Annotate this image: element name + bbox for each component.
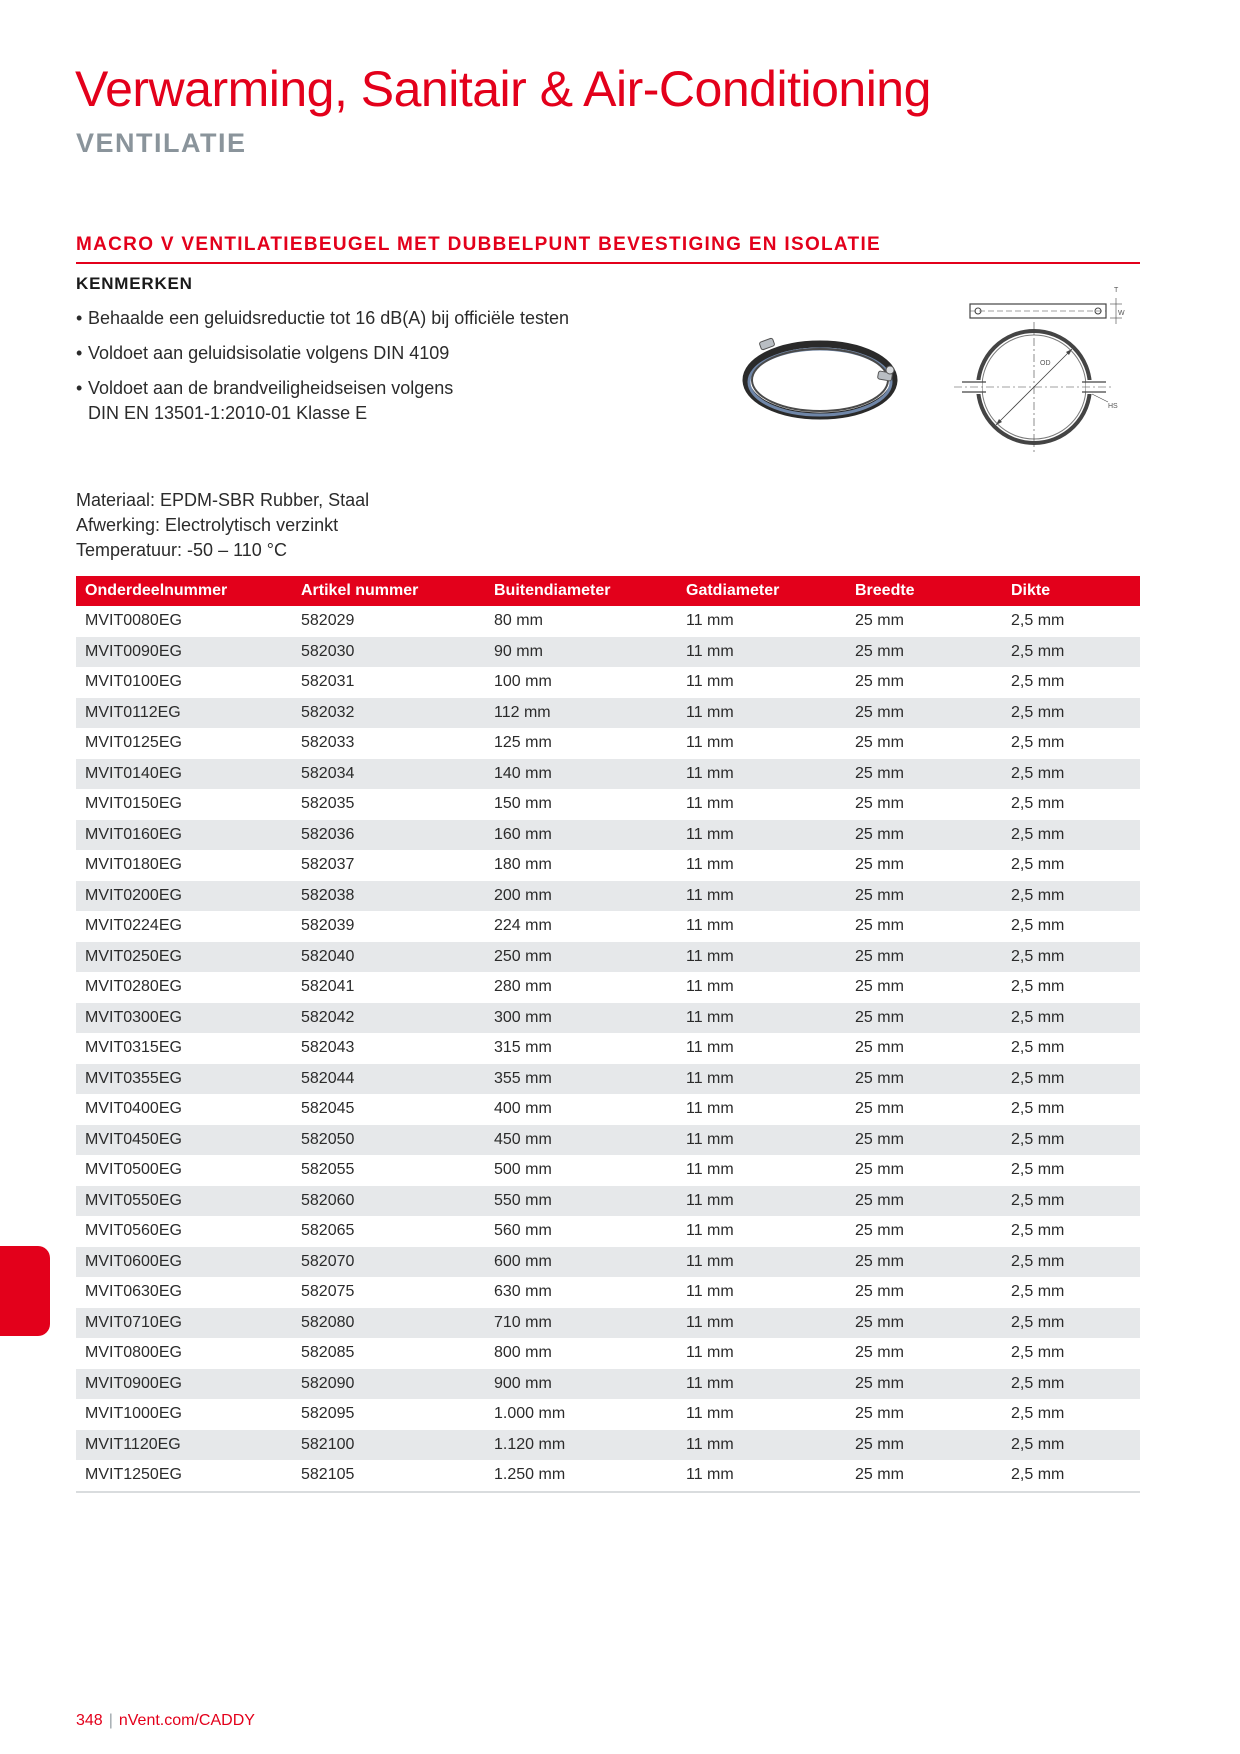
cell-thickness: 2,5 mm [1011, 734, 1065, 752]
table-row [76, 1460, 1140, 1492]
cell-article-number: 582029 [301, 612, 355, 630]
cell-hole-diameter: 11 mm [686, 795, 734, 813]
cell-outer-diameter: 80 mm [494, 612, 543, 630]
table-row [76, 1125, 1140, 1156]
cell-width: 25 mm [846, 698, 1002, 729]
cell-width: 25 mm [846, 1369, 1002, 1400]
cell-thickness: 2,5 mm [1011, 1344, 1065, 1362]
table-row [76, 1430, 1140, 1461]
header-hole-diameter: Gatdiameter [677, 576, 846, 606]
cell-article-number: 582085 [301, 1344, 355, 1362]
cell-outer-diameter: 90 mm [485, 637, 677, 668]
cell-hole-diameter: 11 mm [686, 673, 734, 691]
cell-article-number: 582033 [301, 734, 355, 752]
cell-thickness: 2,5 mm [1002, 1186, 1140, 1217]
table-body [76, 606, 1140, 1492]
cell-article-number: 582043 [301, 1039, 355, 1057]
cell-hole-diameter: 11 mm [686, 1161, 734, 1179]
cell-hole-diameter: 11 mm [686, 978, 734, 996]
drawing-label-od: OD [1040, 360, 1051, 367]
cell-hole-diameter: 11 mm [677, 1186, 846, 1217]
table-row [76, 1308, 1140, 1339]
header-thickness: Dikte [1002, 576, 1140, 606]
cell-thickness: 2,5 mm [1011, 1405, 1065, 1423]
cell-hole-diameter: 11 mm [686, 1344, 734, 1362]
cell-article-number: 582032 [292, 698, 485, 729]
cell-outer-diameter: 112 mm [485, 698, 677, 729]
table-header-row [76, 576, 1140, 606]
cell-thickness: 2,5 mm [1011, 673, 1065, 691]
cell-part-number: MVIT1250EG [76, 1460, 292, 1492]
cell-part-number: MVIT0250EG [76, 942, 292, 973]
cell-width: 25 mm [855, 612, 904, 630]
drawing-label-hs: HS [1108, 403, 1118, 410]
cell-hole-diameter: 11 mm [677, 759, 846, 790]
cell-outer-diameter: 800 mm [494, 1344, 552, 1362]
cell-outer-diameter: 200 mm [485, 881, 677, 912]
cell-thickness: 2,5 mm [1002, 820, 1140, 851]
cell-part-number: MVIT0315EG [85, 1039, 182, 1057]
spec-material: Materiaal: EPDM-SBR Rubber, Staal [76, 490, 370, 510]
cell-thickness: 2,5 mm [1002, 698, 1140, 729]
cell-article-number: 582044 [292, 1064, 485, 1095]
table-row [76, 1247, 1140, 1278]
header-width: Breedte [846, 576, 1002, 606]
table-row [76, 728, 1140, 759]
footer-link[interactable]: nVent.com/CADDY [118, 1712, 255, 1729]
cell-width: 25 mm [855, 1283, 904, 1301]
cell-article-number: 582042 [292, 1003, 485, 1034]
cell-outer-diameter: 500 mm [494, 1161, 552, 1179]
table-row [76, 1033, 1140, 1064]
cell-article-number: 582090 [292, 1369, 485, 1400]
cell-width: 25 mm [846, 942, 1002, 973]
cell-outer-diameter: 224 mm [494, 917, 552, 935]
cell-width: 25 mm [846, 637, 1002, 668]
cell-outer-diameter: 100 mm [494, 673, 552, 691]
cell-thickness: 2,5 mm [1002, 637, 1140, 668]
cell-article-number: 582031 [301, 673, 355, 691]
cell-article-number: 582060 [292, 1186, 485, 1217]
cell-outer-diameter: 710 mm [485, 1308, 677, 1339]
cell-article-number: 582055 [301, 1161, 355, 1179]
cell-outer-diameter: 355 mm [485, 1064, 677, 1095]
cell-hole-diameter: 11 mm [677, 1369, 846, 1400]
cell-thickness: 2,5 mm [1011, 795, 1065, 813]
cell-width: 25 mm [855, 1161, 904, 1179]
cell-outer-diameter: 1.120 mm [485, 1430, 677, 1461]
cell-article-number: 582070 [292, 1247, 485, 1278]
cell-outer-diameter: 400 mm [494, 1100, 552, 1118]
cell-thickness: 2,5 mm [1002, 1460, 1140, 1492]
cell-width: 25 mm [846, 1460, 1002, 1492]
cell-thickness: 2,5 mm [1011, 1283, 1065, 1301]
cell-thickness: 2,5 mm [1011, 1100, 1065, 1118]
cell-outer-diameter: 160 mm [485, 820, 677, 851]
cell-article-number: 582105 [292, 1460, 485, 1492]
cell-outer-diameter: 630 mm [494, 1283, 552, 1301]
cell-article-number: 582036 [292, 820, 485, 851]
table-row [76, 1216, 1140, 1247]
cell-outer-diameter: 300 mm [485, 1003, 677, 1034]
cell-width: 25 mm [846, 1308, 1002, 1339]
cell-hole-diameter: 11 mm [677, 1460, 846, 1492]
section-side-tab [0, 1246, 50, 1336]
cell-thickness: 2,5 mm [1002, 1247, 1140, 1278]
cell-hole-diameter: 11 mm [686, 734, 734, 752]
drawing-label-w: W [1118, 310, 1125, 317]
table-row [76, 1277, 1140, 1308]
cell-width: 25 mm [855, 795, 904, 813]
cell-outer-diameter: 560 mm [494, 1222, 552, 1240]
cell-width: 25 mm [855, 917, 904, 935]
cell-article-number: 582041 [301, 978, 355, 996]
specs-block [76, 488, 369, 563]
cell-hole-diameter: 11 mm [686, 1100, 734, 1118]
cell-width: 25 mm [855, 1344, 904, 1362]
cell-part-number: MVIT1000EG [85, 1405, 182, 1423]
table-row [76, 1064, 1140, 1095]
cell-width: 25 mm [855, 734, 904, 752]
cell-width: 25 mm [855, 978, 904, 996]
table-row [76, 637, 1140, 668]
page-title: Verwarming, Sanitair & Air-Conditioning [75, 61, 931, 117]
cell-part-number: MVIT0224EG [85, 917, 182, 935]
cell-hole-diameter: 11 mm [686, 612, 734, 630]
cell-outer-diameter: 450 mm [485, 1125, 677, 1156]
cell-thickness: 2,5 mm [1002, 1125, 1140, 1156]
spec-temperature: Temperatuur: -50 – 110 °C [76, 540, 287, 560]
cell-part-number: MVIT0280EG [85, 978, 182, 996]
cell-part-number: MVIT0710EG [76, 1308, 292, 1339]
cell-thickness: 2,5 mm [1002, 942, 1140, 973]
table-row [76, 1369, 1140, 1400]
header-article-number: Artikel nummer [292, 576, 485, 606]
cell-width: 25 mm [846, 1430, 1002, 1461]
cell-article-number: 582034 [292, 759, 485, 790]
cell-width: 25 mm [846, 820, 1002, 851]
cell-part-number: MVIT0800EG [85, 1344, 182, 1362]
table-row [76, 759, 1140, 790]
cell-part-number: MVIT0355EG [76, 1064, 292, 1095]
section-divider [76, 262, 1140, 264]
table-row [76, 972, 1140, 1003]
table-row [76, 606, 1140, 637]
cell-part-number: MVIT0900EG [76, 1369, 292, 1400]
cell-part-number: MVIT0630EG [85, 1283, 182, 1301]
table-row [76, 667, 1140, 698]
cell-article-number: 582080 [292, 1308, 485, 1339]
header-outer-diameter: Buitendiameter [485, 576, 677, 606]
cell-hole-diameter: 11 mm [677, 820, 846, 851]
cell-hole-diameter: 11 mm [677, 1308, 846, 1339]
cell-article-number: 582050 [292, 1125, 485, 1156]
cell-thickness: 2,5 mm [1011, 978, 1065, 996]
cell-hole-diameter: 11 mm [677, 637, 846, 668]
cell-outer-diameter: 280 mm [494, 978, 552, 996]
table-row [76, 1338, 1140, 1369]
cell-hole-diameter: 11 mm [677, 1003, 846, 1034]
cell-article-number: 582037 [301, 856, 355, 874]
cell-width: 25 mm [855, 1039, 904, 1057]
cell-hole-diameter: 11 mm [677, 1064, 846, 1095]
table-row [76, 881, 1140, 912]
features-heading: KENMERKEN [76, 274, 193, 293]
cell-outer-diameter: 1.000 mm [494, 1405, 566, 1423]
cell-part-number: MVIT0560EG [85, 1222, 182, 1240]
product-table [76, 576, 1140, 1493]
cell-thickness: 2,5 mm [1002, 759, 1140, 790]
cell-article-number: 582100 [292, 1430, 485, 1461]
cell-part-number: MVIT0140EG [76, 759, 292, 790]
cell-thickness: 2,5 mm [1002, 1430, 1140, 1461]
table-row [76, 850, 1140, 881]
cell-hole-diameter: 11 mm [686, 917, 734, 935]
cell-hole-diameter: 11 mm [686, 856, 734, 874]
table-row [76, 1094, 1140, 1125]
cell-article-number: 582035 [301, 795, 355, 813]
footer-separator: | [108, 1712, 113, 1729]
cell-part-number: MVIT0160EG [76, 820, 292, 851]
cell-hole-diameter: 11 mm [677, 1247, 846, 1278]
cell-hole-diameter: 11 mm [686, 1039, 734, 1057]
cell-thickness: 2,5 mm [1011, 917, 1065, 935]
technical-drawing [950, 282, 1130, 462]
cell-part-number: MVIT0600EG [76, 1247, 292, 1278]
cell-part-number: MVIT0550EG [76, 1186, 292, 1217]
cell-part-number: MVIT0150EG [85, 795, 182, 813]
cell-part-number: MVIT0090EG [76, 637, 292, 668]
cell-width: 25 mm [846, 1247, 1002, 1278]
cell-width: 25 mm [846, 1125, 1002, 1156]
cell-thickness: 2,5 mm [1002, 881, 1140, 912]
feature-item: • Voldoet aan geluidsisolatie volgens DIN 4109 [76, 341, 636, 366]
table-row [76, 820, 1140, 851]
cell-width: 25 mm [855, 1405, 904, 1423]
cell-hole-diameter: 11 mm [677, 1430, 846, 1461]
table-row [76, 942, 1140, 973]
footer [76, 1712, 255, 1730]
cell-article-number: 582040 [292, 942, 485, 973]
cell-article-number: 582045 [301, 1100, 355, 1118]
cell-width: 25 mm [855, 673, 904, 691]
table-row [76, 1399, 1140, 1430]
cell-article-number: 582038 [292, 881, 485, 912]
cell-thickness: 2,5 mm [1011, 1039, 1065, 1057]
cell-hole-diameter: 11 mm [686, 1283, 734, 1301]
cell-outer-diameter: 250 mm [485, 942, 677, 973]
cell-outer-diameter: 550 mm [485, 1186, 677, 1217]
cell-width: 25 mm [846, 881, 1002, 912]
cell-hole-diameter: 11 mm [686, 1405, 734, 1423]
cell-thickness: 2,5 mm [1011, 1161, 1065, 1179]
cell-hole-diameter: 11 mm [677, 698, 846, 729]
cell-width: 25 mm [855, 1100, 904, 1118]
cell-outer-diameter: 600 mm [485, 1247, 677, 1278]
cell-hole-diameter: 11 mm [677, 881, 846, 912]
cell-thickness: 2,5 mm [1011, 1222, 1065, 1240]
cell-part-number: MVIT0112EG [76, 698, 292, 729]
cell-part-number: MVIT0080EG [85, 612, 182, 630]
feature-item: • Behaalde een geluidsreductie tot 16 dB(A) bij officiële testen [76, 306, 636, 331]
cell-width: 25 mm [846, 1003, 1002, 1034]
table-row [76, 698, 1140, 729]
cell-hole-diameter: 11 mm [677, 1125, 846, 1156]
cell-thickness: 2,5 mm [1002, 1308, 1140, 1339]
cell-outer-diameter: 900 mm [485, 1369, 677, 1400]
cell-width: 25 mm [846, 1064, 1002, 1095]
drawing-label-t: T [1114, 287, 1119, 294]
cell-thickness: 2,5 mm [1002, 1369, 1140, 1400]
cell-outer-diameter: 180 mm [494, 856, 552, 874]
cell-article-number: 582030 [292, 637, 485, 668]
product-image [740, 322, 910, 437]
cell-width: 25 mm [846, 759, 1002, 790]
cell-part-number: MVIT0100EG [85, 673, 182, 691]
cell-hole-diameter: 11 mm [686, 1222, 734, 1240]
cell-part-number: MVIT0125EG [85, 734, 182, 752]
section-title: MACRO V VENTILATIEBEUGEL MET DUBBELPUNT BEVESTIGING EN ISOLATIE [76, 234, 881, 255]
cell-outer-diameter: 125 mm [494, 734, 552, 752]
table-row [76, 789, 1140, 820]
cell-outer-diameter: 315 mm [494, 1039, 552, 1057]
cell-part-number: MVIT0200EG [76, 881, 292, 912]
cell-outer-diameter: 1.250 mm [485, 1460, 677, 1492]
cell-outer-diameter: 140 mm [485, 759, 677, 790]
page-subtitle: VENTILATIE [76, 128, 247, 158]
cell-part-number: MVIT0450EG [76, 1125, 292, 1156]
cell-article-number: 582039 [301, 917, 355, 935]
cell-thickness: 2,5 mm [1011, 612, 1065, 630]
cell-thickness: 2,5 mm [1011, 856, 1065, 874]
table-row [76, 911, 1140, 942]
page-number: 348 [76, 1712, 103, 1729]
cell-thickness: 2,5 mm [1002, 1003, 1140, 1034]
features-list [76, 306, 636, 436]
cell-width: 25 mm [855, 856, 904, 874]
cell-part-number: MVIT0300EG [76, 1003, 292, 1034]
cell-width: 25 mm [846, 1186, 1002, 1217]
cell-part-number: MVIT1120EG [76, 1430, 292, 1461]
table-row [76, 1003, 1140, 1034]
feature-item: • Voldoet aan de brandveiligheidseisen volgens DIN EN 13501-1:2010-01 Klasse E [76, 376, 488, 426]
cell-width: 25 mm [855, 1222, 904, 1240]
table-row [76, 1186, 1140, 1217]
cell-outer-diameter: 150 mm [494, 795, 552, 813]
cell-thickness: 2,5 mm [1002, 1064, 1140, 1095]
cell-article-number: 582075 [301, 1283, 355, 1301]
cell-part-number: MVIT0400EG [85, 1100, 182, 1118]
header-part-number: Onderdeelnummer [76, 576, 292, 606]
spec-finish: Afwerking: Electrolytisch verzinkt [76, 515, 339, 535]
cell-article-number: 582065 [301, 1222, 355, 1240]
cell-article-number: 582095 [301, 1405, 355, 1423]
cell-part-number: MVIT0500EG [85, 1161, 182, 1179]
cell-part-number: MVIT0180EG [85, 856, 182, 874]
cell-hole-diameter: 11 mm [677, 942, 846, 973]
table-row [76, 1155, 1140, 1186]
